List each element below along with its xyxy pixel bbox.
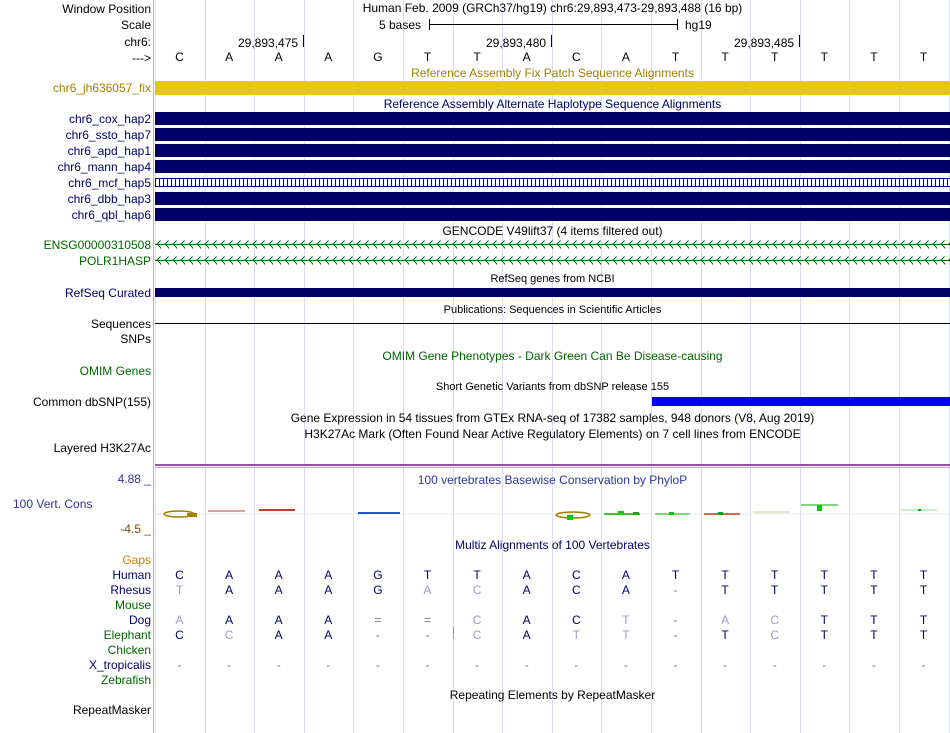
alignment-base: C [571,583,581,597]
alignment-base: A [274,568,283,582]
alignment-base: - [425,658,430,672]
alignment-base: T [671,568,680,582]
species-label-elephant[interactable]: Elephant [103,628,151,642]
reference-base: C [175,50,184,64]
alignment-base: C [175,568,184,582]
alignment-base: C [770,628,780,642]
alignment-base: T [870,628,878,642]
alignment-base: - [723,658,728,672]
omim-track-title: OMIM Gene Phenotypes - Dark Green Can Be Disease-causing [382,349,723,363]
alignment-base: T [919,613,928,627]
scale-bar-right-cap [677,19,678,30]
ruler-tick-label-1: 29,893,475 [238,36,299,50]
alignment-base: T [721,568,729,582]
phylop-conservation-plot[interactable] [155,498,950,528]
pubs-sequence-line[interactable] [155,323,950,324]
alignment-base: A [324,613,333,627]
repeatmasker-track-title: Repeating Elements by RepeatMasker [449,688,656,702]
track-image-area[interactable] [155,0,950,733]
reference-base: T [671,50,680,64]
track-label-common-dbsnp[interactable]: Common dbSNP(155) [32,395,151,409]
strand-arrow-label: ---> [132,51,151,65]
alignment-base: A [522,628,531,642]
track-label-gaps[interactable]: Gaps [122,553,151,567]
track-label-apd-hap1[interactable]: chr6_apd_hap1 [67,144,151,158]
alignment-base: T [820,568,828,582]
chrom-label: chr6: [124,35,151,49]
alignment-base: T [622,628,630,642]
track-label-qbl-hap6[interactable]: chr6_qbl_hap6 [71,208,151,222]
scale-label: Scale [120,18,151,32]
alignment-base: = [374,613,382,627]
alignment-base: C [571,568,581,582]
alignment-base: - [673,628,678,642]
species-label-dog[interactable]: Dog [128,613,151,627]
reference-base: A [225,50,234,64]
alignment-base: - [574,658,579,672]
alignment-base: - [673,583,678,597]
phylop-track-title: 100 vertebrates Basewise Conservation by PhyloP [417,473,688,487]
mcf-hap5-alignment-line[interactable] [155,178,950,187]
alignment-base: T [423,568,432,582]
alignment-base: C [224,628,234,642]
track-label-ensg00000310508[interactable]: ENSG00000310508 [43,238,151,252]
track-label-dbb-hap3[interactable]: chr6_dbb_hap3 [67,192,151,206]
refseq-gene-bar[interactable] [155,288,950,297]
reference-base: T [919,50,928,64]
gencode-track-title: GENCODE V49lift37 (4 items filtered out) [442,224,663,238]
mann-hap4-alignment-bar[interactable] [155,160,950,173]
species-label-rhesus[interactable]: Rhesus [110,583,151,597]
reference-base: T [473,50,481,64]
track-label-refseq-curated[interactable]: RefSeq Curated [64,286,151,300]
alt-hap-track-title: Reference Assembly Alternate Haplotype Sequence Alignments [383,97,722,111]
track-label-fix-patch[interactable]: chr6_jh636057_fix [52,81,151,95]
dbsnp-track-title: Short Genetic Variants from dbSNP release 155 [435,381,670,393]
alignment-base: C [472,583,482,597]
alignment-base: - [673,613,678,627]
reference-base: T [721,50,729,64]
species-label-human[interactable]: Human [112,568,151,582]
fix-patch-alignment-bar[interactable] [155,81,950,95]
qbl-hap6-alignment-bar[interactable] [155,208,950,221]
alignment-base: A [225,583,234,597]
track-label-cox-hap2[interactable]: chr6_cox_hap2 [68,112,151,126]
alignment-base: G [373,568,383,582]
ssto-hap7-alignment-bar[interactable] [155,128,950,141]
alignment-base: T [622,613,630,627]
ruler-tick-3 [799,35,800,47]
alignment-base: T [473,568,481,582]
alignment-base: A [274,628,283,642]
alignment-base: T [771,583,779,597]
ruler-tick-label-3: 29,893,485 [734,36,795,50]
track-label-sequences[interactable]: Sequences [90,317,151,331]
alignment-base: G [373,583,383,597]
alignment-base: C [571,613,581,627]
species-label-mouse[interactable]: Mouse [114,598,151,612]
alignment-base: - [673,658,678,672]
alignment-base: T [870,583,878,597]
alignment-base: T [820,628,828,642]
alignment-base: - [375,628,380,642]
alignment-base: A [324,568,333,582]
pubs-track-title: Publications: Sequences in Scientific Articles [443,304,662,316]
alignment-base: A [225,568,234,582]
alignment-base: A [621,568,630,582]
alignment-base: T [721,628,729,642]
alignment-base: - [772,658,777,672]
reference-base: A [274,50,283,64]
track-label-100-vert-cons[interactable]: 100 Vert. Cons [13,497,93,511]
alignment-base: A [225,613,234,627]
species-label-x-tropicalis[interactable]: X_tropicalis [88,658,151,672]
apd-hap1-alignment-bar[interactable] [155,144,950,157]
alignment-base: = [423,613,431,627]
track-label-omim-genes[interactable]: OMIM Genes [79,364,151,378]
reference-base: T [423,50,432,64]
alignment-base: T [870,568,878,582]
alignment-base: T [820,583,828,597]
dbsnp-variant-bar[interactable] [652,397,950,406]
ruler-tick-label-2: 29,893,480 [486,36,547,50]
alignment-base: - [227,658,232,672]
alignment-base: T [919,568,928,582]
alignment-base: A [522,568,531,582]
phylop-min-label: -4.5 _ [120,522,151,536]
track-label-repeatmasker[interactable]: RepeatMasker [72,703,151,717]
alignment-base: T [721,583,729,597]
alignment-base: A [274,613,283,627]
alignment-base: C [472,628,482,642]
scale-text: 5 bases [379,18,422,32]
track-label-snps[interactable]: SNPs [120,332,151,346]
alignment-base: A [522,583,531,597]
elephant-insertion-marker [453,626,454,639]
alignment-base: A [522,613,531,627]
reference-base: T [820,50,828,64]
track-label-ssto-hap7[interactable]: chr6_ssto_hap7 [65,128,151,142]
alignment-base: - [177,658,182,672]
alignment-base: - [623,658,628,672]
track-label-mcf-hap5[interactable]: chr6_mcf_hap5 [68,176,151,190]
alignment-base: - [871,658,876,672]
alignment-base: - [524,658,529,672]
alignment-base: - [921,658,926,672]
alignment-base: T [870,613,878,627]
reference-base: C [571,50,581,64]
alignment-base: T [771,568,779,582]
ruler-tick-1 [303,35,304,47]
alignment-base: T [175,583,184,597]
species-label-zebrafish[interactable]: Zebrafish [100,673,151,687]
alignment-base: - [425,628,430,642]
alignment-base: T [820,613,828,627]
reference-base: G [373,50,383,64]
alignment-base: A [324,583,333,597]
window-position-label: Window Position [62,2,151,16]
alignment-base: A [621,583,630,597]
refseq-track-title: RefSeq genes from NCBI [490,273,615,285]
h3k27ac-track-title: H3K27Ac Mark (Often Found Near Active Regulatory Elements) on 7 cell lines from ENCODE [304,427,801,441]
track-label-column [0,0,154,733]
track-label-mann-hap4[interactable]: chr6_mann_hap4 [57,160,151,174]
alignment-base: - [276,658,281,672]
gencode-gene-lines[interactable] [155,240,950,270]
reference-base: A [522,50,531,64]
track-label-layered-h3k27ac[interactable]: Layered H3K27Ac [53,441,151,455]
position-title: Human Feb. 2009 (GRCh37/hg19) chr6:29,893,473-29,893,488 (16 bp) [362,1,743,15]
alignment-base: A [721,613,730,627]
scale-bar [429,24,678,25]
alignment-base: C [472,613,482,627]
gtex-track-title: Gene Expression in 54 tissues from GTEx RNA-seq of 17382 samples, 948 donors (V8, Aug 2019) [290,411,815,425]
assembly-label: hg19 [685,18,712,32]
cox-hap2-alignment-bar[interactable] [155,112,950,125]
species-label-chicken[interactable]: Chicken [107,643,151,657]
alignment-base: T [919,583,928,597]
alignment-base: T [572,628,580,642]
alignment-base: C [770,613,780,627]
reference-base: T [771,50,779,64]
alignment-base: A [324,628,333,642]
reference-base: A [621,50,630,64]
alignment-base: A [175,613,184,627]
alignment-base: - [326,658,331,672]
alignment-base: T [919,628,928,642]
track-label-polr1hasp[interactable]: POLR1HASP [78,254,151,268]
alignment-base: A [274,583,283,597]
alignment-base: - [822,658,827,672]
phylop-max-label: 4.88 _ [117,472,151,486]
h3k27ac-signal-line[interactable] [155,464,950,466]
h3k27ac-signal-shadow [155,467,950,468]
dbb-hap3-alignment-bar[interactable] [155,192,950,205]
alignment-base: A [423,583,432,597]
reference-base: T [870,50,878,64]
ruler-tick-2 [551,35,552,47]
reference-base: A [324,50,333,64]
alignment-base: - [475,658,480,672]
scale-bar-left-cap [429,19,430,30]
alignment-base: C [175,628,184,642]
fix-patch-track-title: Reference Assembly Fix Patch Sequence Alignments [411,66,694,80]
alignment-base: - [375,658,380,672]
multiz-track-title: Multiz Alignments of 100 Vertebrates [455,538,650,552]
